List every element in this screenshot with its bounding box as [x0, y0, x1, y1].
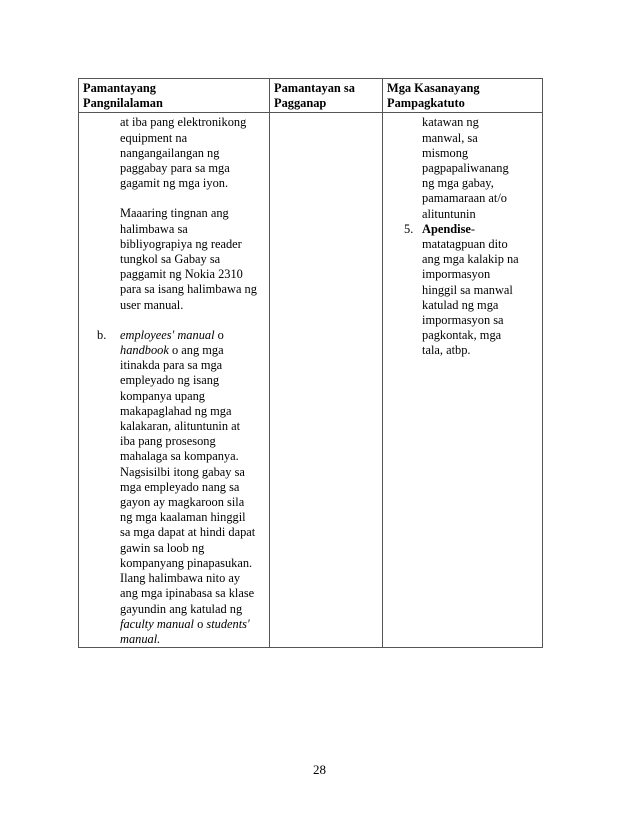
text-line: [422, 222, 538, 237]
text-line: ang mga ipinabasa sa klase: [120, 586, 255, 601]
list-item-apendise: [387, 222, 538, 359]
italic-term: handbook: [120, 343, 169, 358]
text-line: paggabay para sa mga: [120, 161, 230, 176]
text-fragment: -: [470, 221, 476, 236]
header-pamantayang-pangnilalaman: [79, 79, 270, 113]
spacer: [83, 191, 265, 206]
text-line: mga empleyado nang sa: [120, 479, 240, 494]
header-text: Pangnilalaman: [83, 96, 163, 111]
cell-pangnilalaman: [79, 113, 270, 648]
text-line: ang mga kalakip na: [422, 252, 519, 267]
text-line: [120, 617, 265, 632]
text-line: [120, 632, 265, 647]
text-line: empleyado ng isang: [120, 373, 220, 388]
header-text: Pamantayang: [83, 81, 156, 95]
paragraph-electronic-equipment: [83, 115, 265, 191]
text-line: gayundin ang katulad ng: [120, 601, 243, 616]
text-line: gagamit ng mga iyon.: [120, 176, 229, 191]
text-line: Ilang halimbawa nito ay: [120, 571, 241, 586]
header-text: Pagganap: [274, 96, 327, 111]
text-line: Maaaring tingnan ang: [120, 206, 229, 221]
header-text: Pamantayan sa: [274, 81, 355, 95]
text-line: alituntunin: [422, 206, 476, 221]
text-fragment: o: [214, 327, 224, 342]
paragraph-nokia-example: [83, 206, 265, 312]
list-item-employees-manual: [83, 328, 265, 647]
text-line: bibliyograpiya ng reader: [120, 236, 242, 251]
header-text: Pampagkatuto: [387, 96, 465, 111]
text-line: kalakaran, alituntunin at: [120, 419, 241, 434]
text-line: itinakda para sa mga: [120, 358, 223, 373]
text-line: ng mga gabay,: [422, 176, 494, 191]
text-fragment: o ang mga: [168, 343, 224, 358]
header-mga-kasanayang-pampagkatuto: [383, 79, 543, 113]
bold-term: Apendise: [422, 221, 471, 236]
paragraph-katawan: [387, 115, 538, 221]
text-line: matatagpuan dito: [422, 237, 508, 252]
text-line: katawan ng: [422, 115, 479, 130]
italic-term: employees' manual: [120, 327, 215, 342]
cell-pagganap: [270, 113, 383, 648]
header-text: Mga Kasanayang: [387, 81, 480, 95]
list-marker: b.: [97, 327, 107, 342]
text-line: hinggil sa manwal: [422, 282, 513, 297]
content-row: [79, 113, 543, 648]
text-line: mismong: [422, 145, 469, 160]
text-line: paggamit ng Nokia 2310: [120, 267, 243, 282]
text-line: pagkontak, mga: [422, 328, 502, 343]
cell-kasanayang-pampagkatuto: [383, 113, 543, 648]
text-line: user manual.: [120, 297, 184, 312]
text-line: gawin sa loob ng: [120, 540, 205, 555]
text-line: [120, 343, 265, 358]
text-line: halimbawa sa: [120, 221, 188, 236]
text-line: pagpapaliwanang: [422, 161, 509, 176]
header-pamantayan-sa-pagganap: [270, 79, 383, 113]
text-line: nangangailangan ng: [120, 145, 220, 160]
text-line: sa mga dapat at hindi dapat: [120, 525, 256, 540]
text-line: kompanyang pinapasukan.: [120, 555, 253, 570]
text-line: para sa isang halimbawa ng: [120, 282, 257, 297]
text-line: kompanya upang: [120, 388, 205, 403]
text-line: equipment na: [120, 130, 188, 145]
text-line: iba pang prosesong: [120, 434, 216, 449]
curriculum-table: [78, 78, 543, 648]
text-line: pamamaraan at/o: [422, 191, 507, 206]
text-line: [120, 328, 265, 343]
spacer: [83, 313, 265, 328]
text-line: katulad ng mga: [422, 297, 499, 312]
header-row: [79, 79, 543, 113]
text-line: impormasyon sa: [422, 313, 504, 328]
text-line: impormasyon: [422, 267, 491, 282]
list-marker: 5.: [404, 221, 414, 236]
italic-term: manual.: [120, 631, 161, 646]
text-line: mahalaga sa kompanya.: [120, 449, 239, 464]
page-number: 28: [313, 762, 326, 777]
text-line: manwal, sa: [422, 130, 478, 145]
text-line: Nagsisilbi itong gabay sa: [120, 464, 245, 479]
text-line: tungkol sa Gabay sa: [120, 252, 221, 267]
text-line: gayon ay magkaroon sila: [120, 495, 245, 510]
text-line: makapaglahad ng mga: [120, 403, 232, 418]
text-line: at iba pang elektronikong: [120, 115, 247, 130]
text-line: ng mga kaalaman hinggil: [120, 510, 246, 525]
text-line: tala, atbp.: [422, 343, 471, 358]
text-fragment: o: [194, 616, 207, 631]
italic-term: faculty manual: [120, 616, 194, 631]
italic-term: students': [206, 616, 250, 631]
